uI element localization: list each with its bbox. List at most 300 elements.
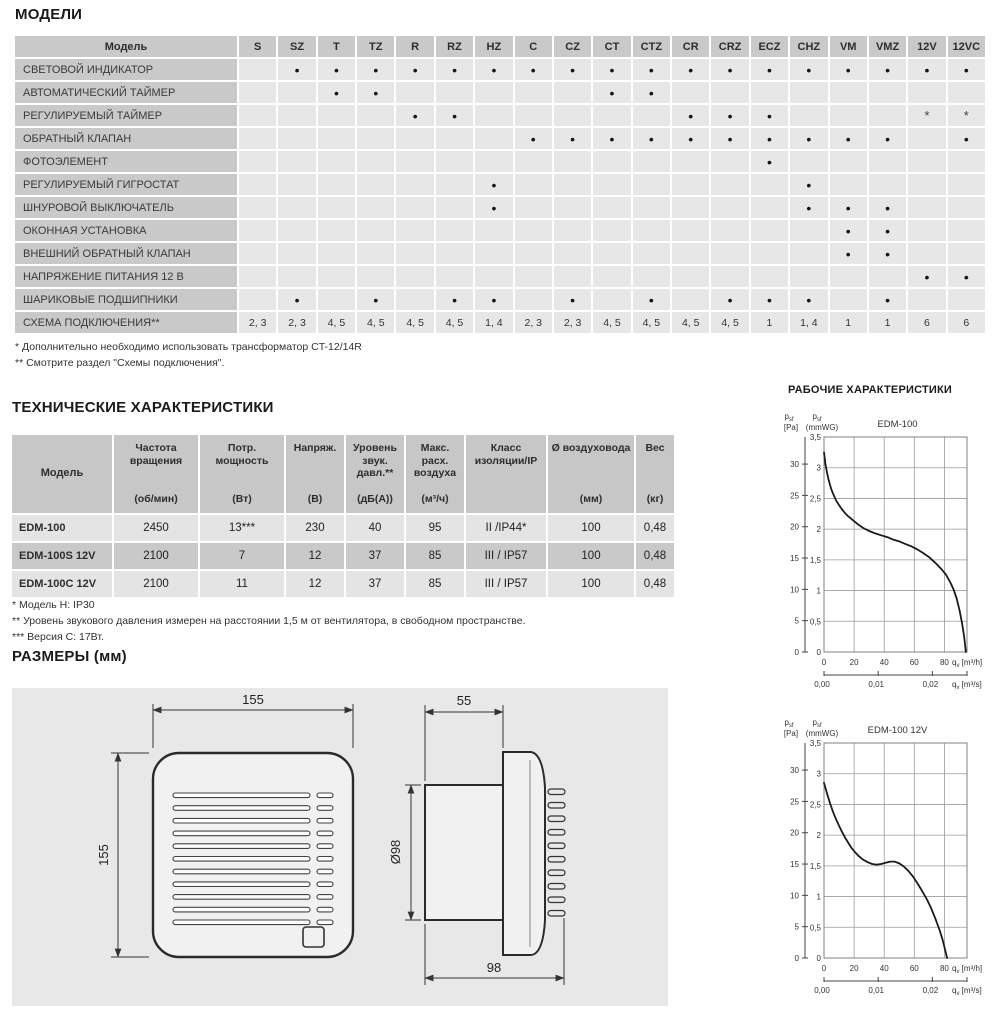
mmwg-axis-symbol: $p_{sf}$ — [812, 412, 822, 423]
feature-dot-icon: • — [593, 82, 630, 103]
feature-dot-icon: • — [751, 151, 788, 172]
models-cell — [318, 220, 355, 241]
models-cell — [436, 174, 473, 195]
models-header-col-CTZ: CTZ — [633, 36, 670, 57]
models-cell — [357, 266, 394, 287]
x2-tick-label: 0,00 — [814, 986, 830, 995]
models-cell — [515, 174, 552, 195]
chart-title: EDM-100 — [877, 419, 918, 430]
models-cell — [278, 220, 315, 241]
models-row-label: ШАРИКОВЫЕ ПОДШИПНИКИ — [15, 289, 237, 310]
models-row-label: ОКОННАЯ УСТАНОВКА — [15, 220, 237, 241]
pa-tick-label: 30 — [790, 460, 799, 470]
mmwg-tick-label: 1,5 — [809, 861, 821, 871]
x-tick-label: 20 — [849, 658, 859, 667]
models-cell — [830, 174, 867, 195]
models-cell — [436, 243, 473, 264]
models-cell — [554, 82, 591, 103]
tech-cell: 85 — [406, 543, 464, 569]
models-cell — [278, 197, 315, 218]
models-cell — [790, 266, 827, 287]
models-cell — [396, 266, 433, 287]
front-view — [153, 753, 353, 957]
pa-tick-label: 10 — [790, 585, 799, 595]
models-cell — [396, 197, 433, 218]
plot-border — [824, 743, 967, 958]
tech-header-col: Вес (кг) — [636, 435, 674, 513]
models-cell — [633, 151, 670, 172]
models-feature-table — [15, 36, 985, 333]
models-cell — [830, 82, 867, 103]
x-tick-label: 80 — [939, 658, 949, 667]
models-cell — [790, 220, 827, 241]
models-cell — [711, 82, 748, 103]
tech-cell: III / IP57 — [466, 571, 546, 597]
models-cell — [475, 128, 512, 149]
tech-row-model: EDM-100C 12V — [12, 571, 112, 597]
models-cell — [751, 82, 788, 103]
models-cell — [908, 289, 945, 310]
feature-dot-icon: • — [830, 197, 867, 218]
tech-cell: 2100 — [114, 571, 198, 597]
x-axis-label: $q_v$ [m³/h] — [952, 658, 983, 669]
models-row-label: ОБРАТНЫЙ КЛАПАН — [15, 128, 237, 149]
models-cell — [396, 82, 433, 103]
plot-border — [824, 437, 967, 652]
mmwg-tick-label: 0 — [816, 648, 821, 657]
models-cell — [593, 151, 630, 172]
models-header-col-RZ: RZ — [436, 36, 473, 57]
duct-tube — [425, 785, 503, 920]
models-cell — [278, 105, 315, 126]
models-cell — [554, 174, 591, 195]
tech-cell: 12 — [286, 543, 344, 569]
models-cell — [436, 266, 473, 287]
models-cell — [751, 220, 788, 241]
tech-cell: 2100 — [114, 543, 198, 569]
models-cell — [908, 151, 945, 172]
models-cell — [633, 174, 670, 195]
feature-dot-icon: • — [948, 128, 985, 149]
wiring-diagram-ref: 4, 5 — [357, 312, 394, 333]
models-cell — [318, 243, 355, 264]
models-cell — [318, 266, 355, 287]
models-cell — [593, 289, 630, 310]
models-cell — [790, 243, 827, 264]
feature-dot-icon: • — [790, 59, 827, 80]
feature-dot-icon: • — [672, 105, 709, 126]
models-cell — [554, 266, 591, 287]
models-cell — [475, 105, 512, 126]
mmwg-tick-label: 0 — [816, 954, 821, 963]
feature-dot-icon: • — [318, 59, 355, 80]
wiring-diagram-ref: 2, 3 — [278, 312, 315, 333]
models-header-col-12VC: 12VC — [948, 36, 985, 57]
models-header-model: Модель — [15, 36, 237, 57]
models-header-col-CRZ: CRZ — [711, 36, 748, 57]
models-cell — [790, 82, 827, 103]
models-header-col-HZ: HZ — [475, 36, 512, 57]
pa-axis-symbol: $p_{sf}$ — [784, 412, 794, 423]
feature-dot-icon: • — [396, 59, 433, 80]
models-row-label: СХЕМА ПОДКЛЮЧЕНИЯ** — [15, 312, 237, 333]
models-cell — [633, 197, 670, 218]
feature-dot-icon: • — [830, 128, 867, 149]
models-header-col-S: S — [239, 36, 276, 57]
models-cell — [948, 174, 985, 195]
x2-tick-label: 0,02 — [922, 986, 939, 995]
tech-footnote-1: * Модель H: IP30 — [12, 599, 95, 611]
models-cell — [869, 266, 906, 287]
models-cell — [672, 197, 709, 218]
models-cell — [475, 266, 512, 287]
models-cell — [436, 151, 473, 172]
tech-cell: 40 — [346, 515, 404, 541]
models-cell — [239, 289, 276, 310]
tech-cell: 230 — [286, 515, 344, 541]
tech-cell: 37 — [346, 543, 404, 569]
mmwg-tick-label: 1 — [816, 892, 821, 902]
models-cell — [436, 220, 473, 241]
models-cell — [554, 105, 591, 126]
feature-dot-icon: • — [436, 59, 473, 80]
mmwg-tick-label: 1,5 — [809, 555, 821, 565]
models-cell — [239, 243, 276, 264]
mmwg-tick-label: 2,5 — [809, 494, 821, 504]
feature-dot-icon: • — [790, 174, 827, 195]
feature-dot-icon: • — [790, 128, 827, 149]
models-cell — [318, 151, 355, 172]
tech-footnotes — [12, 598, 662, 645]
models-cell — [357, 174, 394, 195]
models-cell — [357, 243, 394, 264]
models-cell — [633, 105, 670, 126]
tech-header-col: Ø воздуховода (мм) — [548, 435, 634, 513]
dimensions-drawing — [12, 688, 668, 1006]
wiring-diagram-ref: 1, 4 — [790, 312, 827, 333]
feature-dot-icon: • — [554, 59, 591, 80]
tech-header-col: Напряж. (В) — [286, 435, 344, 513]
tech-footnote-2: ** Уровень звукового давления измерен на расстоянии 1,5 м от вентилятора, в свободном пространстве. — [12, 614, 526, 627]
models-row-label: НАПРЯЖЕНИЕ ПИТАНИЯ 12 В — [15, 266, 237, 287]
feature-dot-icon: • — [711, 289, 748, 310]
models-cell — [711, 151, 748, 172]
dim-diameter-label: Ø98 — [388, 839, 403, 865]
feature-dot-icon: • — [751, 59, 788, 80]
mmwg-tick-label: 0,5 — [809, 923, 821, 933]
models-cell — [396, 128, 433, 149]
pa-axis-unit: [Pa] — [783, 423, 799, 432]
models-cell — [830, 151, 867, 172]
models-cell — [239, 105, 276, 126]
x2-tick-label: 0,02 — [922, 680, 939, 689]
models-cell — [948, 220, 985, 241]
feature-dot-icon: • — [908, 266, 945, 287]
models-cell — [239, 220, 276, 241]
pa-tick-label: 5 — [794, 922, 799, 932]
models-cell — [554, 243, 591, 264]
tech-cell: 0,48 — [636, 515, 674, 541]
feature-dot-icon: • — [396, 105, 433, 126]
wiring-diagram-ref: 4, 5 — [593, 312, 630, 333]
pa-axis-unit: [Pa] — [783, 729, 799, 738]
feature-dot-icon: • — [278, 59, 315, 80]
feature-dot-icon: • — [436, 289, 473, 310]
mmwg-tick-label: 3 — [816, 769, 821, 779]
models-cell — [515, 243, 552, 264]
x2-axis-label: $q_v$ [m³/s] — [952, 986, 982, 997]
tech-cell: II /IP44* — [466, 515, 546, 541]
feature-dot-icon: • — [711, 105, 748, 126]
tech-footnote-3: *** Версия C: 17Вт. — [12, 630, 104, 643]
models-cell — [239, 174, 276, 195]
tech-cell: 0,48 — [636, 543, 674, 569]
models-cell — [751, 266, 788, 287]
wiring-diagram-ref: 1, 4 — [475, 312, 512, 333]
models-cell — [711, 243, 748, 264]
feature-dot-icon: • — [711, 59, 748, 80]
models-cell — [554, 197, 591, 218]
models-cell — [515, 220, 552, 241]
models-cell — [593, 105, 630, 126]
models-footnote-1: * Дополнительно необходимо использовать трансформатор CT-12/14R — [15, 341, 362, 353]
wiring-diagram-ref: 1 — [830, 312, 867, 333]
x-tick-label: 0 — [821, 658, 827, 667]
feature-dot-icon: • — [436, 105, 473, 126]
tech-cell: 37 — [346, 571, 404, 597]
fan-body-side — [503, 752, 545, 955]
models-cell — [278, 243, 315, 264]
feature-dot-icon: • — [633, 128, 670, 149]
models-cell — [278, 174, 315, 195]
models-row-label: СВЕТОВОЙ ИНДИКАТОР — [15, 59, 237, 80]
x2-tick-label: 0,01 — [868, 680, 884, 689]
x-tick-label: 40 — [879, 658, 889, 667]
dim-front-width-label: 155 — [242, 692, 264, 707]
models-cell — [239, 59, 276, 80]
dim-total-depth-label: 98 — [486, 960, 502, 975]
feature-dot-icon: • — [515, 128, 552, 149]
tech-section-title: ТЕХНИЧЕСКИЕ ХАРАКТЕРИСТИКИ — [12, 399, 274, 416]
models-cell — [239, 151, 276, 172]
wiring-diagram-ref: 4, 5 — [672, 312, 709, 333]
mmwg-tick-label: 3 — [816, 463, 821, 473]
feature-dot-icon: • — [357, 289, 394, 310]
wiring-diagram-ref: 6 — [948, 312, 985, 333]
models-cell — [239, 197, 276, 218]
models-cell — [633, 266, 670, 287]
models-cell — [318, 105, 355, 126]
models-header-col-CHZ: CHZ — [790, 36, 827, 57]
pa-tick-label: 30 — [790, 766, 799, 776]
tech-cell: III / IP57 — [466, 543, 546, 569]
feature-dot-icon: • — [633, 59, 670, 80]
models-cell — [790, 151, 827, 172]
models-header-col-C: C — [515, 36, 552, 57]
feature-dot-icon: • — [475, 197, 512, 218]
models-cell — [908, 174, 945, 195]
models-cell — [948, 82, 985, 103]
models-cell — [318, 197, 355, 218]
models-cell — [278, 82, 315, 103]
feature-dot-icon: • — [751, 128, 788, 149]
mmwg-tick-label: 3,5 — [809, 739, 821, 748]
feature-dot-icon: • — [751, 105, 788, 126]
models-cell — [318, 128, 355, 149]
fan-front-face — [153, 753, 353, 957]
models-cell — [318, 289, 355, 310]
mmwg-axis-unit: (mmWG) — [805, 729, 839, 738]
mmwg-tick-label: 1 — [816, 586, 821, 596]
models-cell — [357, 151, 394, 172]
models-cell — [593, 266, 630, 287]
models-cell — [908, 82, 945, 103]
models-cell — [396, 289, 433, 310]
feature-dot-icon: • — [948, 59, 985, 80]
tech-cell: 85 — [406, 571, 464, 597]
models-row-label: РЕГУЛИРУЕМЫЙ ГИГРОСТАТ — [15, 174, 237, 195]
feature-dot-icon: • — [830, 243, 867, 264]
models-cell — [475, 243, 512, 264]
feature-dot-icon: • — [869, 59, 906, 80]
models-cell — [278, 128, 315, 149]
mmwg-tick-label: 0,5 — [809, 617, 821, 627]
mmwg-tick-label: 2,5 — [809, 800, 821, 810]
models-cell — [908, 197, 945, 218]
dim-duct-depth-label: 55 — [456, 693, 472, 708]
feature-dot-icon: • — [672, 128, 709, 149]
models-header-col-CZ: CZ — [554, 36, 591, 57]
tech-cell: 12 — [286, 571, 344, 597]
x-tick-label: 0 — [821, 964, 827, 973]
pa-tick-label: 20 — [790, 522, 799, 532]
x-tick-label: 20 — [849, 964, 859, 973]
models-cell — [436, 197, 473, 218]
models-cell — [593, 197, 630, 218]
models-cell — [554, 151, 591, 172]
models-cell — [869, 151, 906, 172]
pa-tick-label: 25 — [790, 491, 799, 501]
models-cell — [396, 243, 433, 264]
tech-cell: 100 — [548, 543, 634, 569]
models-cell — [908, 243, 945, 264]
models-cell — [672, 220, 709, 241]
tech-cell: 95 — [406, 515, 464, 541]
models-cell — [515, 266, 552, 287]
pa-tick-label: 10 — [790, 891, 799, 901]
models-cell — [672, 289, 709, 310]
models-cell — [278, 151, 315, 172]
feature-dot-icon: • — [869, 128, 906, 149]
models-cell — [515, 197, 552, 218]
pa-tick-label: 25 — [790, 797, 799, 807]
tech-cell: 100 — [548, 515, 634, 541]
feature-dot-icon: • — [830, 59, 867, 80]
pa-tick-label: 15 — [790, 860, 799, 870]
models-cell — [515, 105, 552, 126]
feature-dot-icon: • — [672, 59, 709, 80]
feature-dot-icon: • — [790, 289, 827, 310]
models-cell — [396, 220, 433, 241]
models-row-label: РЕГУЛИРУЕМЫЙ ТАЙМЕР — [15, 105, 237, 126]
mmwg-axis-unit: (mmWG) — [805, 423, 839, 432]
pa-tick-label: 15 — [790, 554, 799, 564]
feature-dot-icon: • — [357, 82, 394, 103]
tech-row-model: EDM-100 — [12, 515, 112, 541]
pa-tick-label: 5 — [794, 616, 799, 626]
tech-cell: 0,48 — [636, 571, 674, 597]
feature-dot-icon: • — [475, 174, 512, 195]
models-cell — [239, 266, 276, 287]
feature-dot-icon: • — [751, 289, 788, 310]
models-cell — [830, 289, 867, 310]
models-section-title: МОДЕЛИ — [15, 6, 83, 23]
models-footnote-2: ** Смотрите раздел "Схемы подключения". — [15, 357, 225, 369]
models-header-col-12V: 12V — [908, 36, 945, 57]
tech-specs-table — [12, 435, 674, 597]
x-axis-label: $q_v$ [m³/h] — [952, 964, 983, 975]
tech-cell: 100 — [548, 571, 634, 597]
tech-cell: 2450 — [114, 515, 198, 541]
feature-dot-icon: • — [554, 128, 591, 149]
models-cell — [515, 289, 552, 310]
models-cell — [711, 266, 748, 287]
tech-header-col: Макс. расх. воздуха (м³/ч) — [406, 435, 464, 513]
models-cell — [672, 151, 709, 172]
wiring-diagram-ref: 4, 5 — [436, 312, 473, 333]
feature-dot-icon: • — [318, 82, 355, 103]
x-tick-label: 60 — [909, 658, 919, 667]
wiring-diagram-ref: 2, 3 — [239, 312, 276, 333]
models-cell — [593, 220, 630, 241]
models-row-label: ВНЕШНИЙ ОБРАТНЫЙ КЛАПАН — [15, 243, 237, 264]
tech-header-model: Модель — [12, 435, 112, 513]
tech-header-col: Класс изоляции/IP — [466, 435, 546, 513]
wiring-diagram-ref: 2, 3 — [515, 312, 552, 333]
models-cell — [751, 174, 788, 195]
wiring-diagram-ref: 4, 5 — [318, 312, 355, 333]
fan-curve — [824, 783, 947, 958]
models-cell — [396, 151, 433, 172]
models-cell — [948, 197, 985, 218]
models-cell — [396, 174, 433, 195]
feature-dot-icon: • — [633, 289, 670, 310]
models-cell — [475, 82, 512, 103]
feature-dot-icon: • — [790, 197, 827, 218]
dim-front-height-label: 155 — [96, 844, 111, 866]
models-cell — [515, 82, 552, 103]
models-cell — [948, 243, 985, 264]
models-header-col-ECZ: ECZ — [751, 36, 788, 57]
models-cell — [869, 174, 906, 195]
feature-dot-icon: • — [869, 220, 906, 241]
wiring-diagram-ref: 1 — [751, 312, 788, 333]
models-cell — [672, 266, 709, 287]
feature-dot-icon: • — [357, 59, 394, 80]
tech-cell: 13*** — [200, 515, 284, 541]
wiring-diagram-ref: 2, 3 — [554, 312, 591, 333]
models-cell — [948, 289, 985, 310]
models-cell — [790, 105, 827, 126]
models-cell — [633, 243, 670, 264]
models-cell — [515, 151, 552, 172]
models-cell — [672, 174, 709, 195]
models-cell — [908, 220, 945, 241]
feature-dot-icon: • — [475, 59, 512, 80]
wiring-diagram-ref: 6 — [908, 312, 945, 333]
chart-title: EDM-100 12V — [867, 725, 928, 736]
feature-dot-icon: • — [278, 289, 315, 310]
